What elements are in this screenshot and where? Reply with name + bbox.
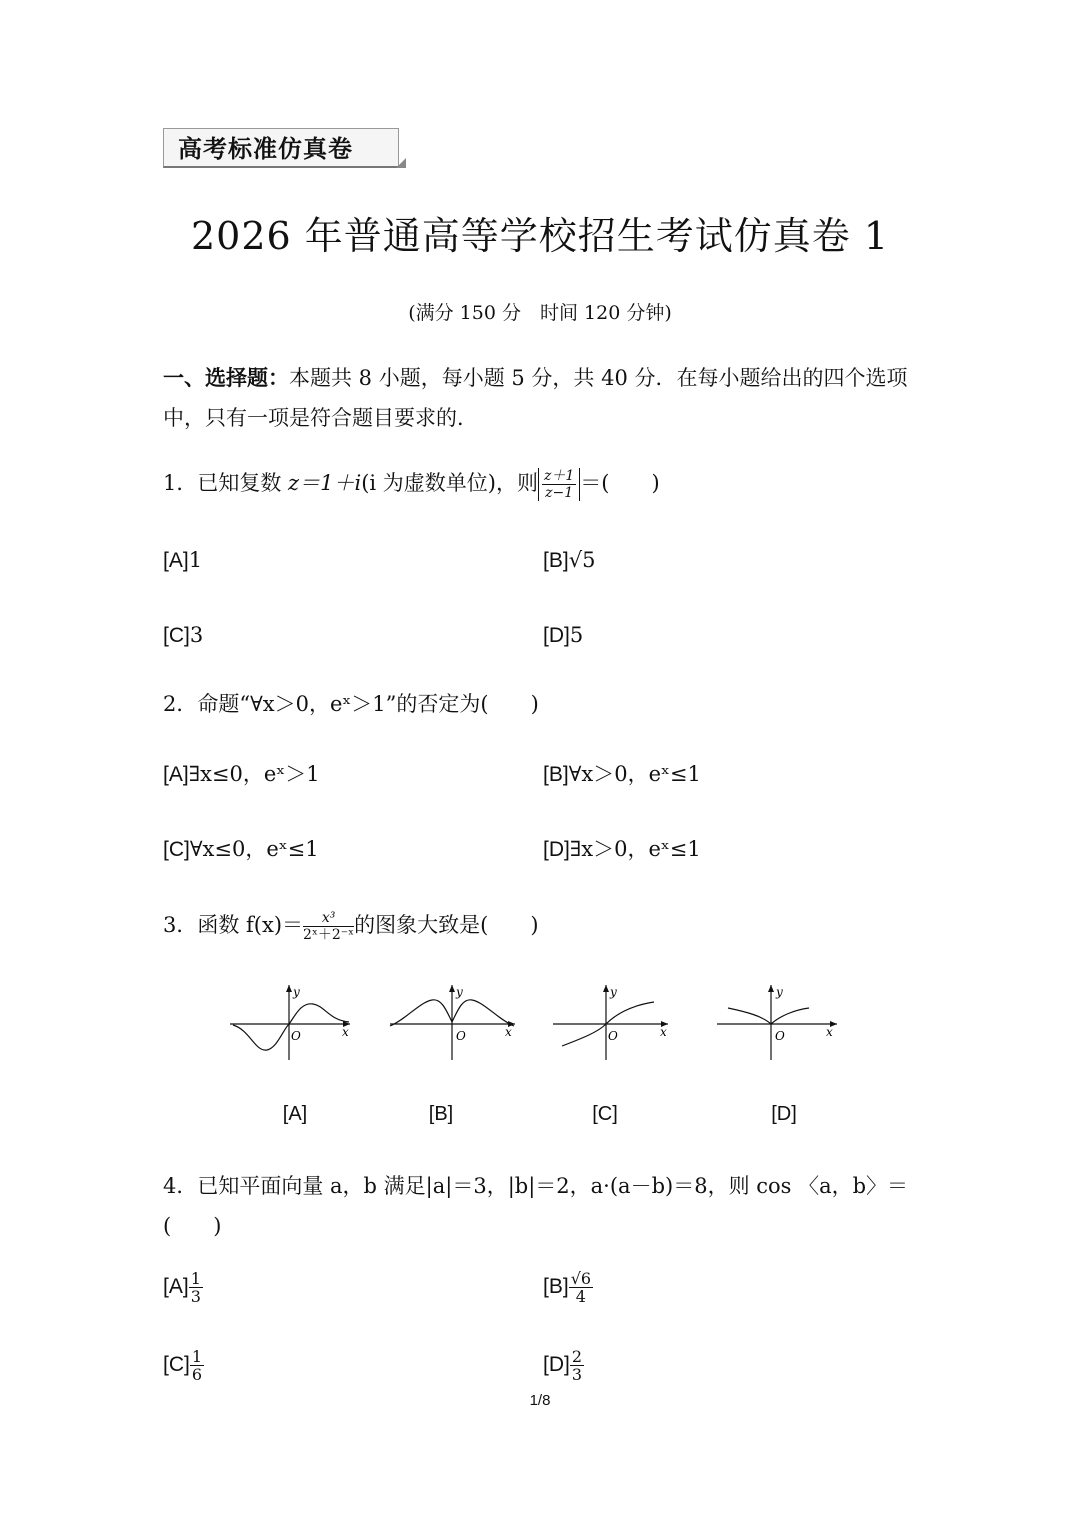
q2-option-d[interactable] xyxy=(543,833,701,863)
option-label: [C] xyxy=(163,624,190,647)
graph-a[interactable] xyxy=(225,982,355,1062)
q2-option-c[interactable] xyxy=(163,833,319,863)
page-title: 2026 年普通高等学校招生考试仿真卷 1 xyxy=(190,214,890,258)
question-3-stem xyxy=(163,905,539,945)
q1-denominator: z−1 xyxy=(545,485,574,501)
option-text: √5 xyxy=(568,548,596,572)
q1-numerator: z＋1 xyxy=(543,468,575,484)
fraction-numerator: √6 xyxy=(570,1269,592,1288)
option-fraction xyxy=(190,1348,204,1383)
x-axis-label: x xyxy=(505,1025,512,1039)
section-heading: 一、选择题： xyxy=(163,366,289,390)
fraction-denominator: 3 xyxy=(190,1287,201,1306)
option-label: [B] xyxy=(543,763,569,786)
fraction-numerator: 1 xyxy=(191,1347,203,1366)
y-axis-label: y xyxy=(456,985,463,999)
option-fraction xyxy=(189,1270,203,1305)
graph-b-label: [B] xyxy=(428,1103,454,1125)
q1-prefix: 1．已知复数 xyxy=(163,471,289,495)
q1-option-c[interactable] xyxy=(163,623,203,648)
q2-option-b[interactable] xyxy=(543,758,701,788)
option-text: ∀x＞0，eˣ≤1 xyxy=(568,762,701,786)
q2-option-a[interactable] xyxy=(163,758,320,788)
option-label: [B] xyxy=(543,1275,569,1298)
tag-corner-decoration xyxy=(396,158,406,168)
fraction-denominator: 4 xyxy=(575,1287,586,1306)
exam-info: (满分 150 分 时间 120 分钟) xyxy=(408,302,672,324)
section-instructions xyxy=(163,358,923,438)
option-label: [C] xyxy=(163,1353,190,1376)
q3-suffix: 的图象大致是( ) xyxy=(354,913,539,937)
x-axis-label: x xyxy=(826,1025,833,1039)
exam-type-label: 高考标准仿真卷 xyxy=(178,135,353,163)
q4-option-b[interactable] xyxy=(543,1270,593,1305)
fraction-denominator: 6 xyxy=(191,1365,203,1384)
y-axis-label: y xyxy=(293,985,300,999)
option-label: [B] xyxy=(543,549,569,572)
q1-suffix: ＝( ) xyxy=(580,471,660,495)
option-text: 1 xyxy=(188,548,203,572)
page-number: 1/8 xyxy=(529,1392,551,1409)
option-text: 3 xyxy=(189,623,204,647)
option-fraction xyxy=(570,1348,584,1383)
option-label: [D] xyxy=(543,1353,570,1376)
origin-label: O xyxy=(608,1029,618,1043)
exam-type-tag xyxy=(163,128,399,168)
q3-prefix: 3．函数 f(x)＝ xyxy=(163,913,304,937)
origin-label: O xyxy=(291,1029,301,1043)
option-label: [D] xyxy=(543,838,570,861)
graph-b[interactable] xyxy=(385,982,520,1062)
q4-option-c[interactable] xyxy=(163,1348,204,1383)
option-label: [C] xyxy=(163,838,190,861)
question-1-stem xyxy=(163,468,660,501)
graph-d[interactable] xyxy=(712,982,842,1062)
origin-label: O xyxy=(775,1029,785,1043)
x-axis-label: x xyxy=(660,1025,667,1039)
q3-denominator: 2ˣ＋2⁻ˣ xyxy=(303,927,355,943)
option-label: [D] xyxy=(543,624,570,647)
fraction-numerator: 2 xyxy=(571,1347,583,1366)
q1-paren: (i 为虚数单位)，则 xyxy=(361,471,538,495)
q3-fraction xyxy=(303,910,354,943)
y-axis-label: y xyxy=(610,985,617,999)
option-text: ∃x≤0，eˣ＞1 xyxy=(188,762,320,786)
option-text: ∃x＞0，eˣ≤1 xyxy=(569,837,701,861)
question-4-stem-line2: ( ) xyxy=(163,1214,222,1238)
option-label: [A] xyxy=(163,549,189,572)
q1-option-b[interactable] xyxy=(543,548,595,573)
option-fraction xyxy=(569,1270,593,1305)
graph-c-label: [C] xyxy=(592,1103,618,1125)
fraction-numerator: 1 xyxy=(190,1269,201,1288)
q3-numerator: x³ xyxy=(321,910,336,926)
question-4-stem-line1: 4．已知平面向量 a，b 满足|a|＝3，|b|＝2，a·(a－b)＝8，则 cos 〈a，b〉＝ xyxy=(163,1174,909,1198)
q4-option-d[interactable] xyxy=(543,1348,584,1383)
q1-abs-expression xyxy=(538,468,580,501)
q1-z: z＝1＋i xyxy=(288,471,362,495)
option-text: ∀x≤0，eˣ≤1 xyxy=(189,837,319,861)
question-2-stem: 2．命题“∀x＞0，eˣ＞1”的否定为( ) xyxy=(163,692,539,716)
graph-c[interactable] xyxy=(548,982,673,1062)
q1-option-a[interactable] xyxy=(163,548,202,573)
origin-label: O xyxy=(456,1029,466,1043)
x-axis-label: x xyxy=(342,1025,349,1039)
option-label: [A] xyxy=(163,1275,189,1298)
graph-d-label: [D] xyxy=(771,1103,797,1125)
y-axis-label: y xyxy=(776,985,783,999)
option-label: [A] xyxy=(163,763,189,786)
option-text: 5 xyxy=(569,623,584,647)
q1-option-d[interactable] xyxy=(543,623,583,648)
q4-option-a[interactable] xyxy=(163,1270,203,1305)
q1-fraction xyxy=(542,468,576,501)
section-text: 本题共 8 小题，每小题 5 分，共 40 分．在每小题给出的四个选项中，只有一项是符合题目要求的． xyxy=(163,366,908,430)
graph-a-label: [A] xyxy=(282,1103,308,1125)
fraction-denominator: 3 xyxy=(571,1365,583,1384)
